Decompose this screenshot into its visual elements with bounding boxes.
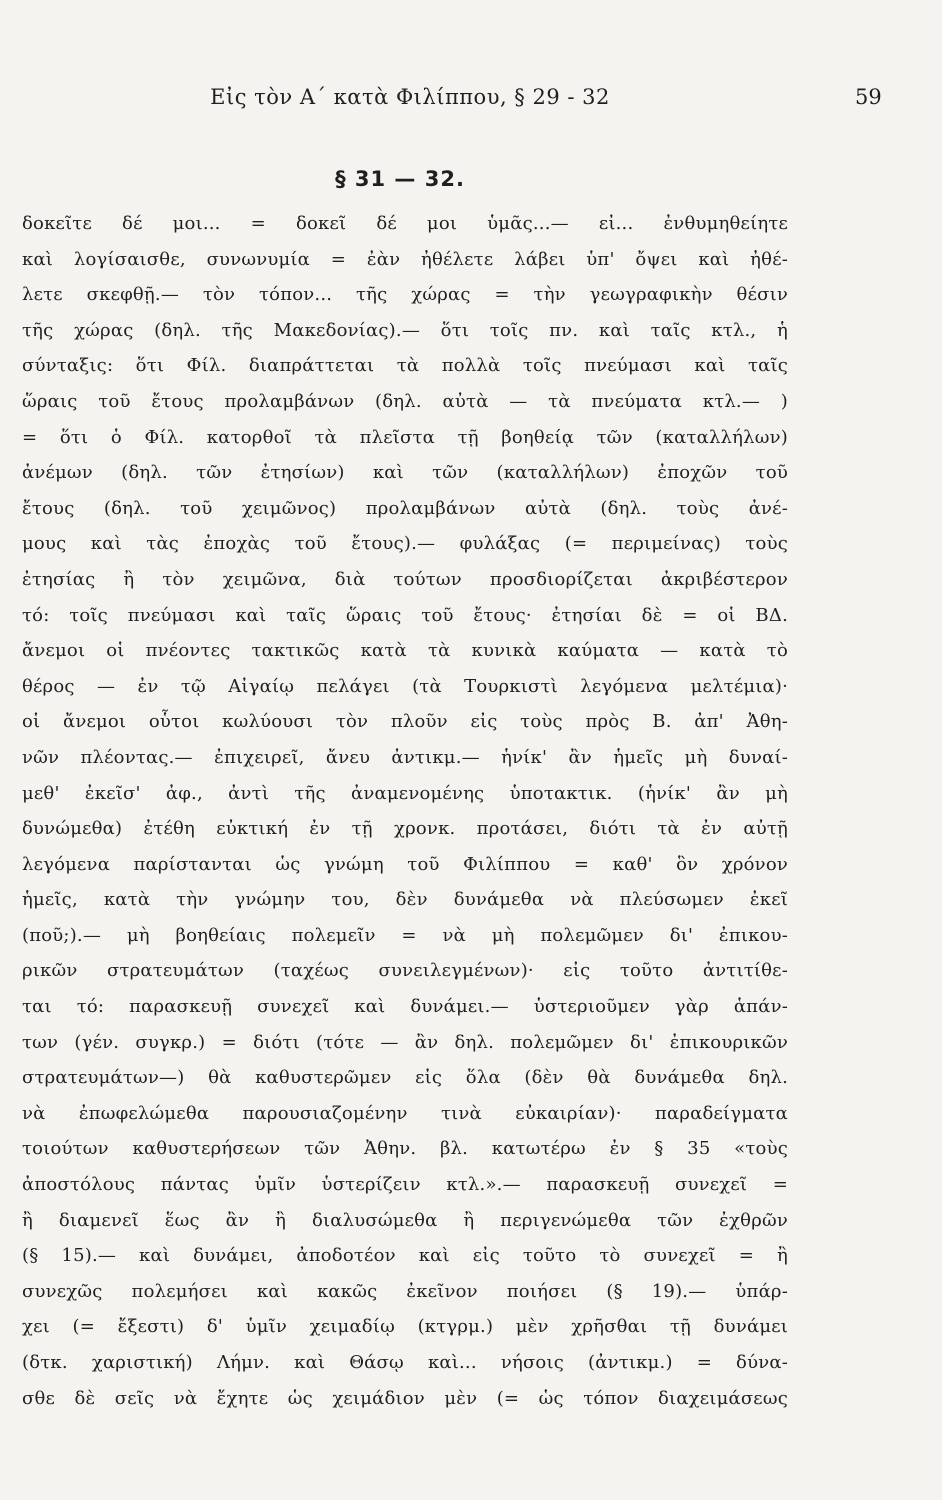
text-line: σύνταξις: ὅτι Φίλ. διαπράττεται τὰ πολλὰ τοῖς πνεύμασι καὶ ταῖς [22, 355, 788, 377]
text-line: = ὅτι ὁ Φίλ. κατορθοῖ τὰ πλεῖστα τῇ βοηθείᾳ τῶν (καταλλήλων) [22, 426, 788, 448]
page-number: 59 [855, 85, 882, 109]
text-line: ρικῶν στρατευμάτων (ταχέως συνειλεγμένων)· εἰς τοῦτο ἀντιτίθε- [22, 960, 788, 982]
text-line: ται τό: παρασκευῇ συνεχεῖ καὶ δυνάμει.— ὑστεριοῦμεν γὰρ ἁπάν- [22, 996, 788, 1018]
text-line: λεγόμενα παρίστανται ὡς γνώμη τοῦ Φιλίππου = καθ' ὃν χρόνον [22, 853, 788, 875]
text-line: στρατευμάτων—) θὰ καθυστερῶμεν εἰς ὅλα (δὲν θὰ δυνάμεθα δηλ. [22, 1067, 788, 1089]
text-line: ἐτησίας ἢ τὸν χειμῶνα, διὰ τούτων προσδιορίζεται ἀκριβέστερον [22, 568, 788, 590]
text-line: (§ 15).— καὶ δυνάμει, ἀποδοτέον καὶ εἰς τοῦτο τὸ συνεχεῖ = ἢ [22, 1245, 788, 1267]
text-line: συνεχῶς πολεμήσει καὶ κακῶς ἐκεῖνον ποιήσει (§ 19).— ὑπάρ- [22, 1280, 788, 1302]
text-line: ἀποστόλους πάντας ὑμῖν ὑστερίζειν κτλ.».— παρασκευῇ συνεχεῖ = [22, 1174, 788, 1196]
text-line: οἱ ἄνεμοι οὗτοι κωλύουσι τὸν πλοῦν εἰς τοὺς πρὸς Β. ἀπ' Ἀθη- [22, 711, 788, 733]
text-line: νὰ ἐπωφελώμεθα παρουσιαζομένην τινὰ εὐκαιρίαν)· παραδείγματα [22, 1102, 788, 1124]
text-line: δυνώμεθα) ἐτέθη εὐκτική ἐν τῇ χρονκ. προτάσει, διότι τὰ ἐν αὐτῇ [22, 818, 788, 840]
text-line: ἀνέμων (δηλ. τῶν ἐτησίων) καὶ τῶν (καταλλήλων) ἐποχῶν τοῦ [22, 462, 788, 484]
running-title: Εἰς τὸν Α΄ κατὰ Φιλίππου, § 29 - 32 [210, 85, 610, 109]
text-line: τό: τοῖς πνεύμασι καὶ ταῖς ὥραις τοῦ ἔτους· ἐτησίαι δὲ = οἱ ΒΔ. [22, 604, 788, 626]
text-line: ἢ διαμενεῖ ἕως ἂν ἢ διαλυσώμεθα ἢ περιγενώμεθα τῶν ἐχθρῶν [22, 1209, 788, 1231]
text-line: νῶν πλέοντας.— ἐπιχειρεῖ, ἄνευ ἀντικμ.— ἡνίκ' ἂν ἡμεῖς μὴ δυναί- [22, 746, 788, 768]
text-line: λετε σκεφθῇ.— τὸν τόπον... τῆς χώρας = τὴν γεωγραφικὴν θέσιν [22, 284, 788, 306]
text-line: ἔτους (δηλ. τοῦ χειμῶνος) προλαμβάνων αὐτὰ (δηλ. τοὺς ἀνέ- [22, 497, 788, 519]
text-line: δοκεῖτε δέ μοι... = δοκεῖ δέ μοι ὑμᾶς...— εἰ... ἐνθυμηθείητε [22, 213, 788, 234]
text-line: θέρος — ἐν τῷ Αἰγαίῳ πελάγει (τὰ Τουρκιστὶ λεγόμενα μελτέμια)· [22, 675, 788, 697]
text-line: τοιούτων καθυστερήσεων τῶν Ἀθην. βλ. κατωτέρω ἐν § 35 «τοὺς [22, 1138, 788, 1160]
running-head [0, 85, 942, 115]
text-line: καὶ λογίσαισθε, συνωνυμία = ἐὰν ἠθέλετε λάβει ὑπ' ὄψει καὶ ἠθέ- [22, 248, 788, 270]
commentary-body [22, 206, 788, 1416]
text-line: χει (= ἔξεστι) δ' ὑμῖν χειμαδίῳ (κτγρμ.) μὲν χρῆσθαι τῇ δυνάμει [22, 1316, 788, 1338]
text-line: των (γέν. συγκρ.) = διότι (τότε — ἂν δηλ. πολεμῶμεν δι' ἐπικουρικῶν [22, 1031, 788, 1053]
section-heading: § 31 — 32. [335, 167, 465, 191]
text-line: (ποῦ;).— μὴ βοηθείαις πολεμεῖν = νὰ μὴ πολεμῶμεν δι' ἐπικου- [22, 924, 788, 946]
text-line: σθε δὲ σεῖς νὰ ἔχητε ὡς χειμάδιον μὲν (= ὡς τόπον διαχειμάσεως [22, 1387, 788, 1409]
text-line: ὥραις τοῦ ἔτους προλαμβάνων (δηλ. αὐτὰ — τὰ πνεύματα κτλ.— ) [22, 390, 788, 412]
text-line: (δτκ. χαριστική) Λήμν. καὶ Θάσῳ καὶ... νήσοις (ἀντικμ.) = δύνα- [22, 1352, 788, 1373]
text-line: μεθ' ἐκεῖσ' ἀφ., ἀντὶ τῆς ἀναμενομένης ὑποτακτικ. (ἡνίκ' ἂν μὴ [22, 782, 788, 804]
text-line: ἡμεῖς, κατὰ τὴν γνώμην του, δὲν δυνάμεθα νὰ πλεύσωμεν ἐκεῖ [22, 889, 788, 911]
text-line: μους καὶ τὰς ἐποχὰς τοῦ ἔτους).— φυλάξας (= περιμείνας) τοὺς [22, 533, 788, 555]
text-line: τῆς χώρας (δηλ. τῆς Μακεδονίας).— ὅτι τοῖς πν. καὶ ταῖς κτλ., ἡ [22, 319, 788, 341]
text-line: ἄνεμοι οἱ πνέοντες τακτικῶς κατὰ τὰ κυνικὰ καύματα — κατὰ τὸ [22, 640, 788, 662]
